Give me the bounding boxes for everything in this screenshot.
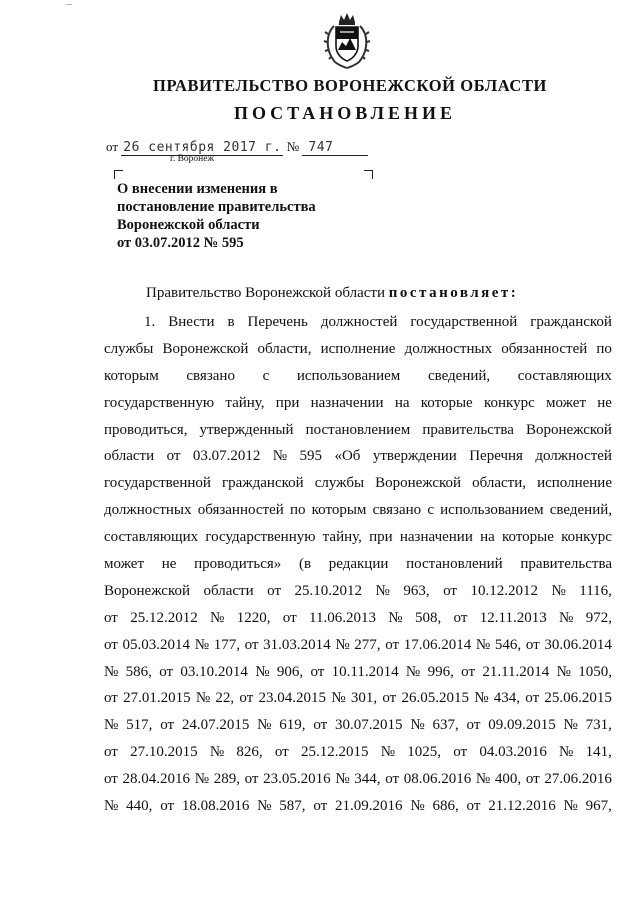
body-line: которым связано с использованием сведений, составляющих [104, 367, 612, 384]
preamble-verb: постановляет: [388, 285, 519, 301]
body-line: № 586, от 03.10.2014 № 906, от 10.11.2014 № 996, от 21.11.2014 № 1050, [104, 663, 612, 680]
body-line: государственную тайну, при назначении на которые конкурс может не [104, 394, 612, 411]
document-type: ПОСТАНОВЛЕНИЕ [233, 103, 457, 123]
body-line: Воронежской области от 25.10.2012 № 963, от 10.12.2012 № 1116, [104, 582, 612, 599]
body-line: области от 03.07.2012 № 595 «Об утверждении Перечня должностей [104, 448, 612, 465]
coat-of-arms-icon [322, 12, 372, 70]
body-line: составляющих государственную тайну, при назначении на которые конкурс [104, 529, 612, 546]
city: г. Воронеж [170, 154, 215, 164]
body-line: от 05.03.2014 № 177, от 31.03.2014 № 277, от 17.06.2014 № 546, от 30.06.2014 [104, 636, 612, 653]
document-date: 26 сентября 2017 г. [123, 140, 282, 155]
date-number-line [106, 139, 368, 156]
number-prefix: № [286, 139, 300, 154]
body-line: № 440, от 18.08.2016 № 587, от 21.09.2016 № 686, от 21.12.2016 № 967, [104, 798, 612, 815]
body-line: 1. Внести в Перечень должностей государственной гражданской [144, 314, 612, 330]
organization-title: ПРАВИТЕЛЬСТВО ВОРОНЕЖСКОЙ ОБЛАСТИ [153, 76, 547, 95]
body-line: проводиться, утвержденный постановлением правительства Воронежской [104, 421, 612, 438]
subject-line: от 03.07.2012 № 595 [117, 235, 244, 251]
body-line: государственной гражданской службы Воронежской области, исполнение [104, 475, 612, 492]
body-line: должностных обязанностей по которым связано с использованием сведений, [104, 502, 612, 519]
body-line: может не проводиться» (в редакции постановлений правительства [104, 556, 612, 573]
document-subject [117, 180, 367, 252]
subject-line: Воронежской области [117, 217, 260, 233]
date-prefix: от [106, 139, 119, 154]
preamble [146, 285, 518, 302]
scan-mark [66, 4, 72, 5]
body-line: службы Воронежской области, исполнение должностных обязанностей по [104, 340, 612, 357]
subject-corner-right [364, 170, 373, 179]
body-paragraph [104, 309, 612, 820]
subject-corner-left [114, 170, 123, 179]
body-line: от 27.10.2015 № 826, от 25.12.2015 № 1025, от 04.03.2016 № 141, [104, 744, 612, 761]
document-number: 747 [302, 140, 368, 156]
preamble-lead: Правительство Воронежской области [146, 285, 385, 301]
subject-line: постановление правительства [117, 199, 316, 215]
subject-line: О внесении изменения в [117, 181, 278, 197]
body-line: от 28.04.2016 № 289, от 23.05.2016 № 344, от 08.06.2016 № 400, от 27.06.2016 [104, 771, 612, 788]
body-line: № 517, от 24.07.2015 № 619, от 30.07.2015 № 637, от 09.09.2015 № 731, [104, 717, 612, 734]
body-line: от 25.12.2012 № 1220, от 11.06.2013 № 508, от 12.11.2013 № 972, [104, 609, 612, 626]
body-line: от 27.01.2015 № 22, от 23.04.2015 № 301, от 26.05.2015 № 434, от 25.06.2015 [104, 690, 612, 707]
